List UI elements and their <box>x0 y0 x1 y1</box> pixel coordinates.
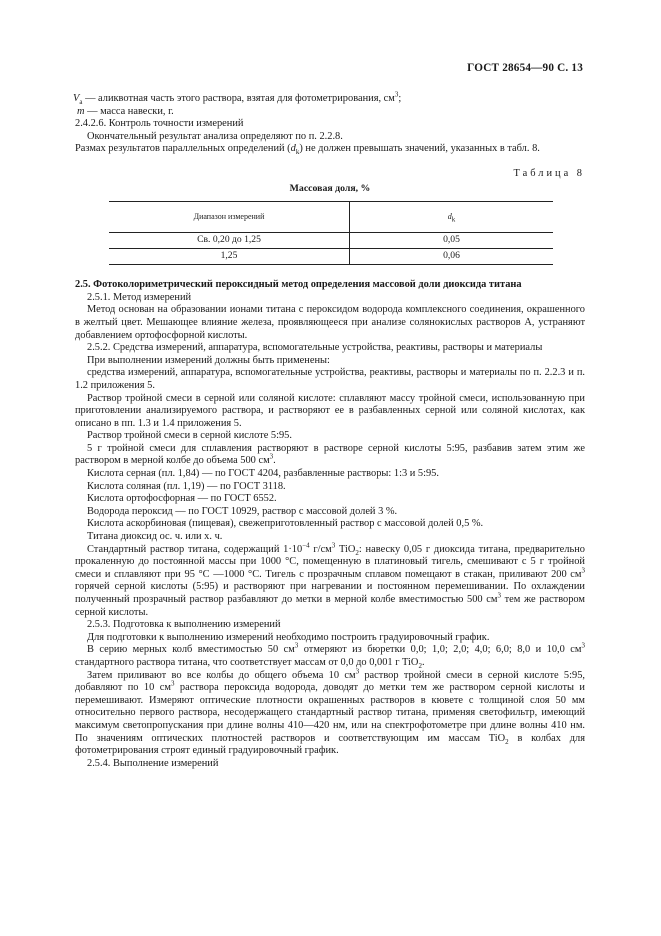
fuse-text <box>75 443 585 468</box>
va-text: — аликвотная часть этого раствора, взятая для фотометрирования, см <box>82 93 395 104</box>
means-text: средства измерений, аппаратура, вспомогательные устройства, реактивы, растворы и материалы по п. 2.2.3 и п. 1.2 приложения 5. <box>75 367 585 391</box>
dk-subscript: k <box>295 148 300 157</box>
std-f: тем же раствором серной кислоты. <box>75 594 585 618</box>
series-sup1: 3 <box>294 641 299 650</box>
table-row <box>109 249 553 265</box>
dk-symbol: d <box>290 143 296 155</box>
range-text-a: Размах результатов параллельных определений ( <box>75 143 291 155</box>
table-dk-symbol: d <box>447 211 452 221</box>
table-header-range: Диапазон измерений <box>109 202 350 233</box>
table-dk-subscript: k <box>451 215 456 224</box>
reagent-tio2: Титана диоксид ос. ч. или х. ч. <box>87 531 223 543</box>
reagent-h2so4: Кислота серная (пл. 1,84) — по ГОСТ 4204, разбавленные растворы: 1:3 и 5:95. <box>87 468 439 480</box>
table-title: Массовая доля, % <box>289 182 371 194</box>
final-result <box>75 131 585 144</box>
then-text <box>75 667 585 758</box>
triple-mix-sulfuric: Раствор тройной смеси в серной кислоте 5:95. <box>87 430 292 442</box>
std-sup4: 3 <box>497 591 501 600</box>
series-b: отмеряют из бюретки 0,0; 1,0; 2,0; 4,0; 6,0; 8,0 и 10,0 см <box>298 644 582 656</box>
va-sup: 3 <box>394 90 399 99</box>
prep-text: Для подготовки к выполнению измерений необходимо построить градуировочный график. <box>87 631 490 643</box>
std-sup3: 3 <box>581 566 585 575</box>
series-sub: 2 <box>418 662 422 671</box>
page-header: ГОСТ 28654—90 С. 13 <box>467 62 583 74</box>
m-text: — масса навески, г. <box>84 105 174 117</box>
section-2426-text: 2.4.2.6. Контроль точности измерений <box>75 118 244 130</box>
fuse-sup: 3 <box>269 453 274 461</box>
section-2426 <box>75 118 585 131</box>
std-a: Стандартный раствор титана, содержащий 1·10 <box>87 543 303 555</box>
va-symbol: V <box>73 93 80 104</box>
std-d: : навеску 0,05 г диоксида титана, предварительно прокаленную до постоянной массы при 1000 °С, помещенную в платиновый тигель, смешивают с 5 г тройной смеси и сплавляют при 95 °С —1000 °С. Тигель с прозрачным сплавом помещают в стакан, приливают 200 см <box>75 543 585 580</box>
reagent-h2o2: Водорода пероксид — по ГОСТ 10929, раствор с массовой долей 3 %. <box>87 505 398 517</box>
va-subscript: a <box>79 98 83 107</box>
section-253: 2.5.3. Подготовка к выполнению измерений <box>87 619 281 631</box>
triple-mix-text: Раствор тройной смеси в серной или соляной кислоте: сплавляют массу тройной смеси, использованную при приготовлении анализируемого раствора, и растворяют ее в разбавленных серной или соляной кислотах, как описано в пп. 1.3 и 1.4 приложения 5. <box>75 392 585 429</box>
range-requirement <box>75 143 585 156</box>
table-8 <box>109 201 553 265</box>
table-cell-dk: 0,05 <box>443 234 460 246</box>
method-description: Метод основан на образовании ионами титана с пероксидом водорода комплексного соединения, окрашенного в желтый цвет. Мешающее влияние железа, проявляющееся при анализе солянокислых растворов А, устраняют добавлением ортофосфорной кислоты. <box>75 304 585 341</box>
then-b: раствор тройной смеси в серной кислоте 5:95, добавляют по 10 см <box>75 669 585 694</box>
table-cell-dk: 0,06 <box>443 250 460 262</box>
series-text <box>75 641 585 671</box>
series-sup2: 3 <box>581 641 585 650</box>
m-symbol: m <box>77 105 85 117</box>
final-result-text: Окончательный результат анализа определяют по п. 2.2.8. <box>87 130 343 142</box>
then-a: Затем приливают во все колбы до общего объема 10 см <box>87 669 356 681</box>
m-definition <box>75 106 585 119</box>
then-sup2: 3 <box>170 679 175 688</box>
table-header-row <box>109 202 553 233</box>
reagent-h3po4: Кислота ортофосфорная — по ГОСТ 6552. <box>87 493 277 505</box>
std-c: TiO <box>335 543 356 555</box>
std-sup1: −4 <box>302 541 310 550</box>
va-definition <box>73 90 585 107</box>
table-row <box>109 233 553 249</box>
table-cell-range: Св. 0,20 до 1,25 <box>109 233 350 249</box>
then-d: в колбах для фотометрирования строят единый градуировочный график. <box>75 732 585 757</box>
table-cell-range: 1,25 <box>109 249 350 265</box>
table-header-dk <box>350 202 554 233</box>
section-251: 2.5.1. Метод измерений <box>87 291 192 303</box>
fuse-text-a: 5 г тройной смеси для сплавления растворяют в растворе серной кислоты 5:95, разбавив затем этим же раствором в мерной колбе до объема 500 см <box>75 442 585 467</box>
table-caption: Таблица 8 <box>513 167 585 179</box>
reagent-ascorbic: Кислота аскорбиновая (пищевая), свежеприготовленный раствор с массовой долей 0,5 %. <box>87 518 484 530</box>
standard-solution <box>75 541 585 620</box>
std-e: горячей серной кислоты (5:95) и растворяют при нагревании и постоянном перемешивании. По охлаждении полученный прозрачный раствор разбавляют до метки в мерной колбе вместимостью 500 см <box>75 581 585 605</box>
then-sub: 2 <box>505 737 509 746</box>
series-a: В серию мерных колб вместимостью 50 см <box>87 644 295 656</box>
section-252: 2.5.2. Средства измерений, аппаратура, вспомогательные устройства, реактивы, растворы и материалы <box>87 342 543 354</box>
series-c: стандартного раствора титана, что соответствует массам от 0,0 до 0,001 г TiO <box>75 656 419 668</box>
reagent-hcl: Кислота соляная (пл. 1,19) — по ГОСТ 3118. <box>87 480 286 492</box>
section-25-heading: 2.5. Фотоколориметрический пероксидный метод определения массовой доли диоксида титана <box>75 279 522 291</box>
range-text-b: ) не должен превышать значений, указанных в табл. 8. <box>299 143 540 155</box>
page-content <box>73 90 585 770</box>
fuse-text-b: . <box>273 455 276 467</box>
then-sup1: 3 <box>355 667 360 676</box>
series-d: . <box>421 656 425 668</box>
section-254: 2.5.4. Выполнение измерений <box>87 757 219 769</box>
va-end: ; <box>398 93 402 104</box>
std-b: г/см <box>309 543 332 555</box>
std-sub: 2 <box>355 548 359 557</box>
then-c: раствора пероксида водорода, доводят до метки тем же раствором серной кислоты и перемешивают. Измеряют оптические плотности окрашенных растворов в кювете с толщиной слоя 50 мм относительно первого раствора, несодержащего стандартный раствор титана, применяя светофильтр, имеющий максимум светопропускания при длине волны 410—420 нм, или на спектрофотометре при длине волны 410 нм. По значениям оптических плотностей растворов и соответствующим им массам TiO <box>75 682 585 744</box>
apply-text: При выполнении измерений должны быть применены: <box>87 354 330 366</box>
std-sup2: 3 <box>331 541 336 550</box>
